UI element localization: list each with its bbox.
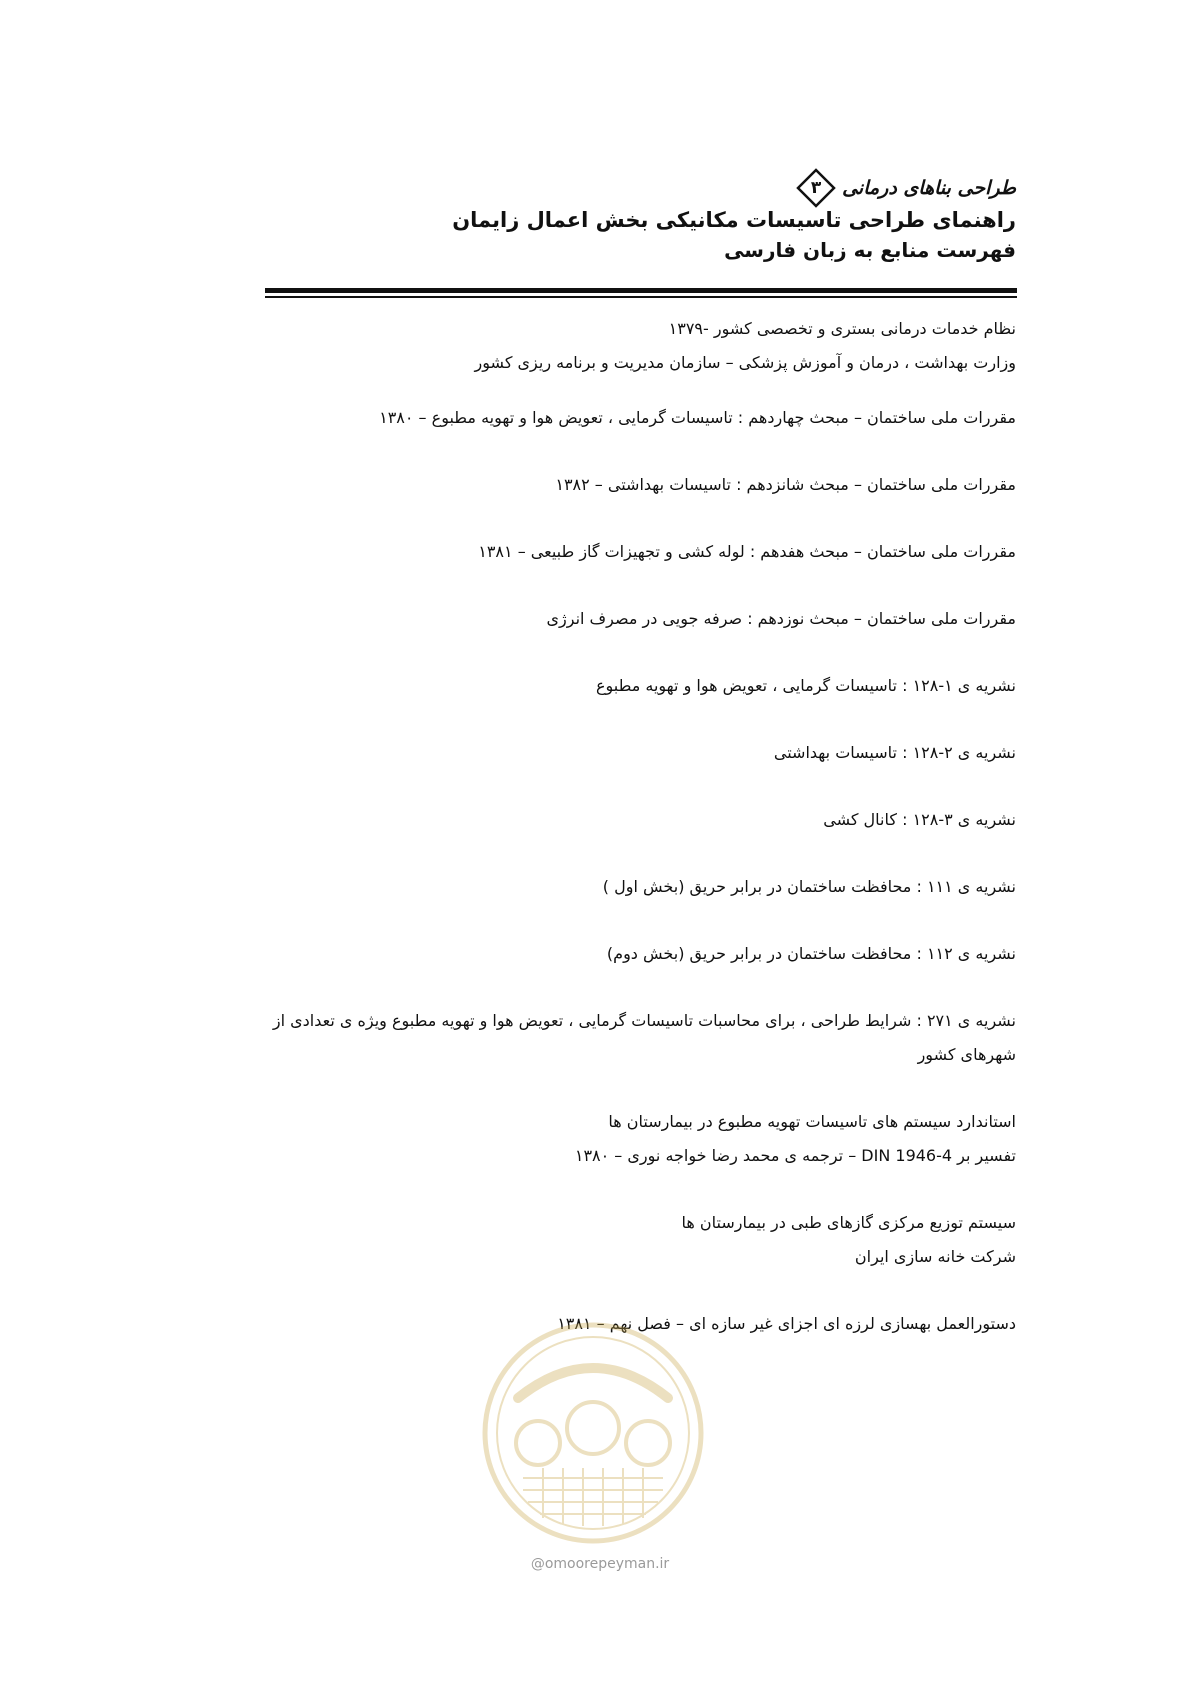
reference-entry <box>186 870 1016 904</box>
reference-line: نشریه ی ۲-۱۲۸ : تاسیسات بهداشتی <box>773 743 1016 762</box>
reference-line: تفسیر بر DIN 1946-4 – ترجمه ی محمد رضا خواجه نوری – ۱۳۸۰ <box>574 1146 1016 1165</box>
reference-line: نظام خدمات درمانی بستری و تخصصی کشور -۱۳۷۹ <box>668 319 1016 338</box>
reference-line: وزارت بهداشت ، درمان و آموزش پزشکی – سازمان مدیریت و برنامه ریزی کشور <box>474 353 1016 372</box>
reference-line: مقررات ملی ساختمان – مبحث نوزدهم : صرفه جویی در مصرف انرژی <box>546 609 1016 628</box>
reference-line: مقررات ملی ساختمان – مبحث شانزدهم : تاسیسات بهداشتی – ۱۳۸۲ <box>555 475 1016 494</box>
reference-line: استاندارد سیستم های تاسیسات تهویه مطبوع در بیمارستان ها <box>608 1112 1016 1131</box>
reference-entry <box>186 468 1016 502</box>
reference-entry <box>186 312 1016 380</box>
reference-line: نشریه ی ۱-۱۲۸ : تاسیسات گرمایی ، تعویض هوا و تهویه مطبوع <box>595 676 1016 695</box>
reference-line: دستورالعمل بهسازی لرزه ای اجزای غیر سازه ای – فصل نهم – ۱۳۸۱ <box>557 1314 1016 1333</box>
reference-line: نشریه ی ۳-۱۲۸ : کانال کشی <box>823 810 1016 829</box>
reference-line: مقررات ملی ساختمان – مبحث هفدهم : لوله کشی و تجهیزات گاز طبیعی – ۱۳۸۱ <box>478 542 1016 561</box>
document-subtitle: فهرست منابع به زبان فارسی <box>724 238 1016 262</box>
reference-list <box>186 312 1016 1341</box>
reference-line: نشریه ی ۱۱۲ : محافظت ساختمان در برابر حریق (بخش دوم) <box>606 944 1016 963</box>
reference-line: نشریه ی ۲۷۱ : شرایط طراحی ، برای محاسبات تاسیسات گرمایی ، تعویض هوا و تهویه مطبوع ویژه ی تعدادی از <box>272 1011 1016 1030</box>
header-rule-thin <box>265 296 1017 298</box>
document-title: راهنمای طراحی تاسیسات مکانیکی بخش اعمال زایمان <box>452 208 1016 232</box>
reference-entry <box>186 1105 1016 1173</box>
page-header <box>216 168 1016 262</box>
reference-line: شرکت خانه سازی ایران <box>854 1247 1016 1266</box>
series-number-badge <box>796 168 836 208</box>
reference-entry <box>186 736 1016 770</box>
header-rule-thick <box>265 288 1017 293</box>
reference-line: سیستم توزیع مرکزی گازهای طبی در بیمارستان ها <box>681 1213 1016 1232</box>
reference-line: شهرهای کشور <box>917 1045 1016 1064</box>
reference-entry <box>186 1206 1016 1274</box>
reference-entry <box>186 401 1016 435</box>
reference-entry <box>186 937 1016 971</box>
series-line <box>216 168 1016 208</box>
reference-entry <box>186 1004 1016 1072</box>
reference-entry <box>186 669 1016 703</box>
series-title: طراحی بناهای درمانی <box>842 177 1016 199</box>
reference-line: نشریه ی ۱۱۱ : محافظت ساختمان در برابر حریق (بخش اول ) <box>602 877 1016 896</box>
watermark-logo-icon <box>478 1318 708 1548</box>
reference-entry <box>186 602 1016 636</box>
series-number: ۳ <box>810 178 822 198</box>
watermark-url: @omoorepeyman.ir <box>530 1556 670 1572</box>
reference-line: مقررات ملی ساختمان – مبحث چهاردهم : تاسیسات گرمایی ، تعویض هوا و تهویه مطبوع – ۱۳۸۰ <box>379 408 1016 427</box>
reference-entry <box>186 803 1016 837</box>
reference-entry <box>186 535 1016 569</box>
